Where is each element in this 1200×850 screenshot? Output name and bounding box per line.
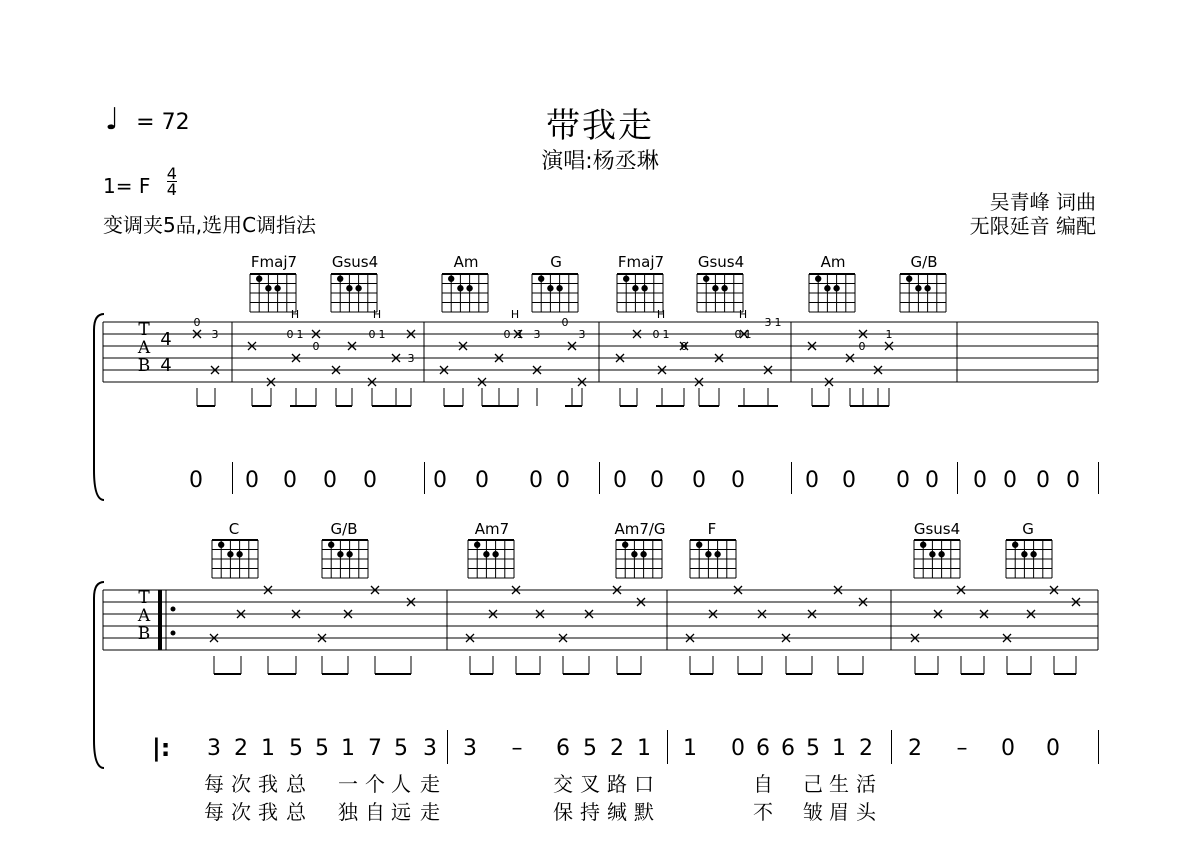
jianpu-note: 0 xyxy=(731,736,745,761)
finger-dot xyxy=(265,285,271,291)
jianpu-note: 5 xyxy=(394,736,408,761)
finger-dot xyxy=(466,285,472,291)
jianpu-note: 3 xyxy=(423,736,437,761)
jianpu-note: 2 xyxy=(908,736,922,761)
jianpu-note: 0 xyxy=(896,468,910,493)
jianpu-barline xyxy=(667,730,668,764)
lyric-char: 一 xyxy=(338,772,358,796)
tab-fret-number: 0 xyxy=(734,328,742,341)
jianpu-note: 0 xyxy=(433,468,447,493)
tab-fret-number: 0 xyxy=(312,340,320,353)
time-signature-top: 4 xyxy=(166,164,177,183)
tab-clef xyxy=(137,589,151,643)
finger-dot xyxy=(622,542,628,548)
finger-dot xyxy=(236,551,242,557)
jianpu-note: 1 xyxy=(341,736,355,761)
credit-lyrics: 吴青峰 词曲 xyxy=(989,190,1096,214)
chord-diagrams xyxy=(212,274,1052,578)
song-title: 带我走 xyxy=(546,106,654,146)
tab-fret-number: 0 xyxy=(503,328,511,341)
lyric-char: 我 xyxy=(258,772,278,796)
finger-dot xyxy=(696,542,702,548)
jianpu-barline xyxy=(1098,730,1099,764)
jianpu-note: 0 xyxy=(1001,736,1015,761)
jianpu-note: 6 xyxy=(781,736,795,761)
tab-fret-number: 3 xyxy=(211,328,219,341)
jianpu-note: 0 xyxy=(1066,468,1080,493)
jianpu-note: – xyxy=(511,736,523,761)
credit-arranger: 无限延音 编配 xyxy=(969,214,1096,238)
lyric-char: 持 xyxy=(580,800,600,824)
lyric-char: 默 xyxy=(634,800,654,824)
capo-note: 变调夹5品,选用C调指法 xyxy=(103,213,317,237)
lyric-char: 走 xyxy=(420,772,440,796)
jianpu-note: 0 xyxy=(245,468,259,493)
finger-dot xyxy=(824,285,830,291)
finger-dot xyxy=(274,285,280,291)
finger-dot xyxy=(346,551,352,557)
lyric-char: 远 xyxy=(391,800,411,824)
finger-dot xyxy=(721,285,727,291)
jianpu-note: 0 xyxy=(363,468,377,493)
finger-dot xyxy=(924,285,930,291)
jianpu-note: 0 xyxy=(189,468,203,493)
finger-dot xyxy=(938,551,944,557)
chord-name: Gsus4 xyxy=(331,253,379,271)
finger-dot xyxy=(705,551,711,557)
tab-fret-number: 1 xyxy=(744,328,752,341)
tab-fret-number: 0 xyxy=(561,316,569,329)
performer: 演唱:杨丞琳 xyxy=(541,149,659,174)
tab-fret-number: 0 xyxy=(286,328,294,341)
jianpu-note: 1 xyxy=(683,736,697,761)
jianpu-note: 0 xyxy=(1036,468,1050,493)
finger-dot xyxy=(355,285,361,291)
tab-staff-1 xyxy=(103,322,1098,382)
hammer-on-label: H xyxy=(372,308,382,321)
tempo-value: = 72 xyxy=(136,110,190,135)
key-label: 1= F xyxy=(103,174,151,198)
chord-name: G/B xyxy=(330,520,358,538)
finger-dot xyxy=(492,551,498,557)
finger-dot xyxy=(703,276,709,282)
chord-name: Am7/G xyxy=(614,520,666,538)
repeat-sign-jianpu: |: xyxy=(152,734,171,762)
hammer-on-label: H xyxy=(656,308,666,321)
finger-dot xyxy=(920,542,926,548)
tab-fret-number: 0 xyxy=(652,328,660,341)
jianpu-note: 6 xyxy=(556,736,570,761)
tab-fret-number: 3 xyxy=(578,328,586,341)
finger-dot xyxy=(815,276,821,282)
tab-fret-number: 1 xyxy=(885,328,893,341)
chord-name: Fmaj7 xyxy=(617,253,665,271)
finger-dot xyxy=(833,285,839,291)
finger-dot xyxy=(556,285,562,291)
tab-clef-letter: B xyxy=(137,624,151,644)
tab-clef-letter: T xyxy=(138,320,150,340)
lyric-char: 总 xyxy=(286,772,306,796)
finger-dot xyxy=(929,551,935,557)
jianpu-note: 0 xyxy=(475,468,489,493)
finger-dot xyxy=(623,276,629,282)
lyric-char: 人 xyxy=(391,772,411,796)
lyric-char: 次 xyxy=(231,772,251,796)
chord-name: Gsus4 xyxy=(913,520,961,538)
jianpu-note: 5 xyxy=(806,736,820,761)
chord-name: G xyxy=(1022,520,1034,538)
chord-name: G/B xyxy=(910,253,938,271)
finger-dot xyxy=(1012,542,1018,548)
finger-dot xyxy=(227,551,233,557)
jianpu-note: 3 xyxy=(463,736,477,761)
jianpu-note: 0 xyxy=(925,468,939,493)
jianpu-note: 1 xyxy=(832,736,846,761)
lyric-char: 次 xyxy=(231,800,251,824)
lyric-char: 己 xyxy=(803,772,823,796)
lyric-char: 缄 xyxy=(607,800,627,824)
tab-fret-number: 1 xyxy=(774,316,782,329)
lyric-char: 我 xyxy=(258,800,278,824)
finger-dot xyxy=(712,285,718,291)
tab-clef-letter: T xyxy=(138,588,150,608)
finger-dot xyxy=(547,285,553,291)
jianpu-note: 0 xyxy=(1046,736,1060,761)
lyric-char: 自 xyxy=(753,772,773,796)
jianpu-barline xyxy=(599,462,600,494)
tab-time-signature xyxy=(159,327,173,379)
finger-dot xyxy=(631,551,637,557)
jianpu-note: 0 xyxy=(731,468,745,493)
jianpu-note: 0 xyxy=(613,468,627,493)
finger-dot xyxy=(632,285,638,291)
chord-name: Fmaj7 xyxy=(250,253,298,271)
jianpu-barline xyxy=(957,462,958,494)
lyric-char: 个 xyxy=(365,772,385,796)
finger-dot xyxy=(448,276,454,282)
lyric-char: 路 xyxy=(607,772,627,796)
jianpu-note: 0 xyxy=(556,468,570,493)
tab-fret-number: 3 xyxy=(764,316,772,329)
finger-dot xyxy=(915,285,921,291)
lyric-char: 叉 xyxy=(580,772,600,796)
hammer-on-label: H xyxy=(510,308,520,321)
tab-clef-letter: B xyxy=(137,356,151,376)
tab-fret-number: 0 xyxy=(680,340,688,353)
lyric-char: 自 xyxy=(365,800,385,824)
time-signature-bottom: 4 xyxy=(160,355,172,376)
chord-name: Am xyxy=(453,253,479,271)
finger-dot xyxy=(457,285,463,291)
finger-dot xyxy=(256,276,262,282)
lyric-char: 独 xyxy=(338,800,358,824)
jianpu-note: 6 xyxy=(756,736,770,761)
tab-staff-2 xyxy=(103,590,1098,650)
lyric-char: 总 xyxy=(286,800,306,824)
finger-dot xyxy=(328,542,334,548)
finger-dot xyxy=(641,285,647,291)
jianpu-note: 5 xyxy=(289,736,303,761)
finger-dot xyxy=(474,542,480,548)
chord-name: Am xyxy=(820,253,846,271)
lyric-char: 眉 xyxy=(829,800,849,824)
hammer-on-label: H xyxy=(738,308,748,321)
jianpu-note: 0 xyxy=(973,468,987,493)
lyric-char: 不 xyxy=(753,800,773,824)
finger-dot xyxy=(1021,551,1027,557)
tab-fret-number: 0 xyxy=(368,328,376,341)
lyric-char: 口 xyxy=(634,772,654,796)
lyric-char: 每 xyxy=(204,800,224,824)
chord-name: Am7 xyxy=(474,520,510,538)
chord-name: F xyxy=(707,520,717,538)
jianpu-note: 1 xyxy=(261,736,275,761)
finger-dot xyxy=(218,542,224,548)
quarter-note-icon: ♩ xyxy=(105,102,120,137)
finger-dot xyxy=(538,276,544,282)
jianpu-note: 0 xyxy=(692,468,706,493)
jianpu-note: 7 xyxy=(368,736,382,761)
lyric-char: 头 xyxy=(856,800,876,824)
jianpu-barline xyxy=(791,462,792,494)
chord-name: Gsus4 xyxy=(697,253,745,271)
time-signature-bottom: 4 xyxy=(166,180,177,199)
jianpu-note: 0 xyxy=(323,468,337,493)
finger-dot xyxy=(337,276,343,282)
finger-dot xyxy=(337,551,343,557)
jianpu-note: 5 xyxy=(583,736,597,761)
finger-dot xyxy=(640,551,646,557)
chord-name: C xyxy=(228,520,240,538)
finger-dot xyxy=(906,276,912,282)
jianpu-note: 0 xyxy=(1003,468,1017,493)
repeat-start-barline xyxy=(158,590,176,650)
jianpu-note: 2 xyxy=(610,736,624,761)
tab-fret-number: 1 xyxy=(378,328,386,341)
jianpu-note: 0 xyxy=(529,468,543,493)
time-signature-top: 4 xyxy=(160,329,172,350)
lyric-char: 皱 xyxy=(803,800,823,824)
jianpu-note: 0 xyxy=(805,468,819,493)
lyric-char: 每 xyxy=(204,772,224,796)
tab-fret-number: 0 xyxy=(858,340,866,353)
finger-dot xyxy=(714,551,720,557)
lyric-char: 活 xyxy=(856,772,876,796)
jianpu-note: 5 xyxy=(315,736,329,761)
chord-name: G xyxy=(550,253,562,271)
lyric-char: 走 xyxy=(420,800,440,824)
tab-fret-number: 1 xyxy=(296,328,304,341)
finger-dot xyxy=(346,285,352,291)
tab-clef xyxy=(137,321,151,375)
tab-fret-number: 1 xyxy=(662,328,670,341)
lyric-char: 保 xyxy=(553,800,573,824)
jianpu-barline xyxy=(424,462,425,494)
lyric-char: 生 xyxy=(829,772,849,796)
hammer-on-label: H xyxy=(290,308,300,321)
jianpu-note: 0 xyxy=(650,468,664,493)
finger-dot xyxy=(1030,551,1036,557)
lyric-char: 交 xyxy=(553,772,573,796)
tab-clef-letter: A xyxy=(137,606,151,626)
jianpu-barline xyxy=(447,730,448,764)
jianpu-barline xyxy=(891,730,892,764)
jianpu-note: 1 xyxy=(637,736,651,761)
jianpu-note: 0 xyxy=(842,468,856,493)
tab-clef-letter: A xyxy=(137,338,151,358)
tab-fret-number: 3 xyxy=(407,352,415,365)
jianpu-note: 0 xyxy=(283,468,297,493)
jianpu-note: – xyxy=(956,736,968,761)
finger-dot xyxy=(483,551,489,557)
jianpu-note: 2 xyxy=(859,736,873,761)
jianpu-barline xyxy=(232,462,233,494)
tab-fret-number: 1 xyxy=(516,328,524,341)
jianpu-barline xyxy=(1098,462,1099,494)
jianpu-note: 2 xyxy=(234,736,248,761)
tab-fret-number: 0 xyxy=(193,316,201,329)
jianpu-note: 3 xyxy=(207,736,221,761)
tab-fret-number: 3 xyxy=(533,328,541,341)
